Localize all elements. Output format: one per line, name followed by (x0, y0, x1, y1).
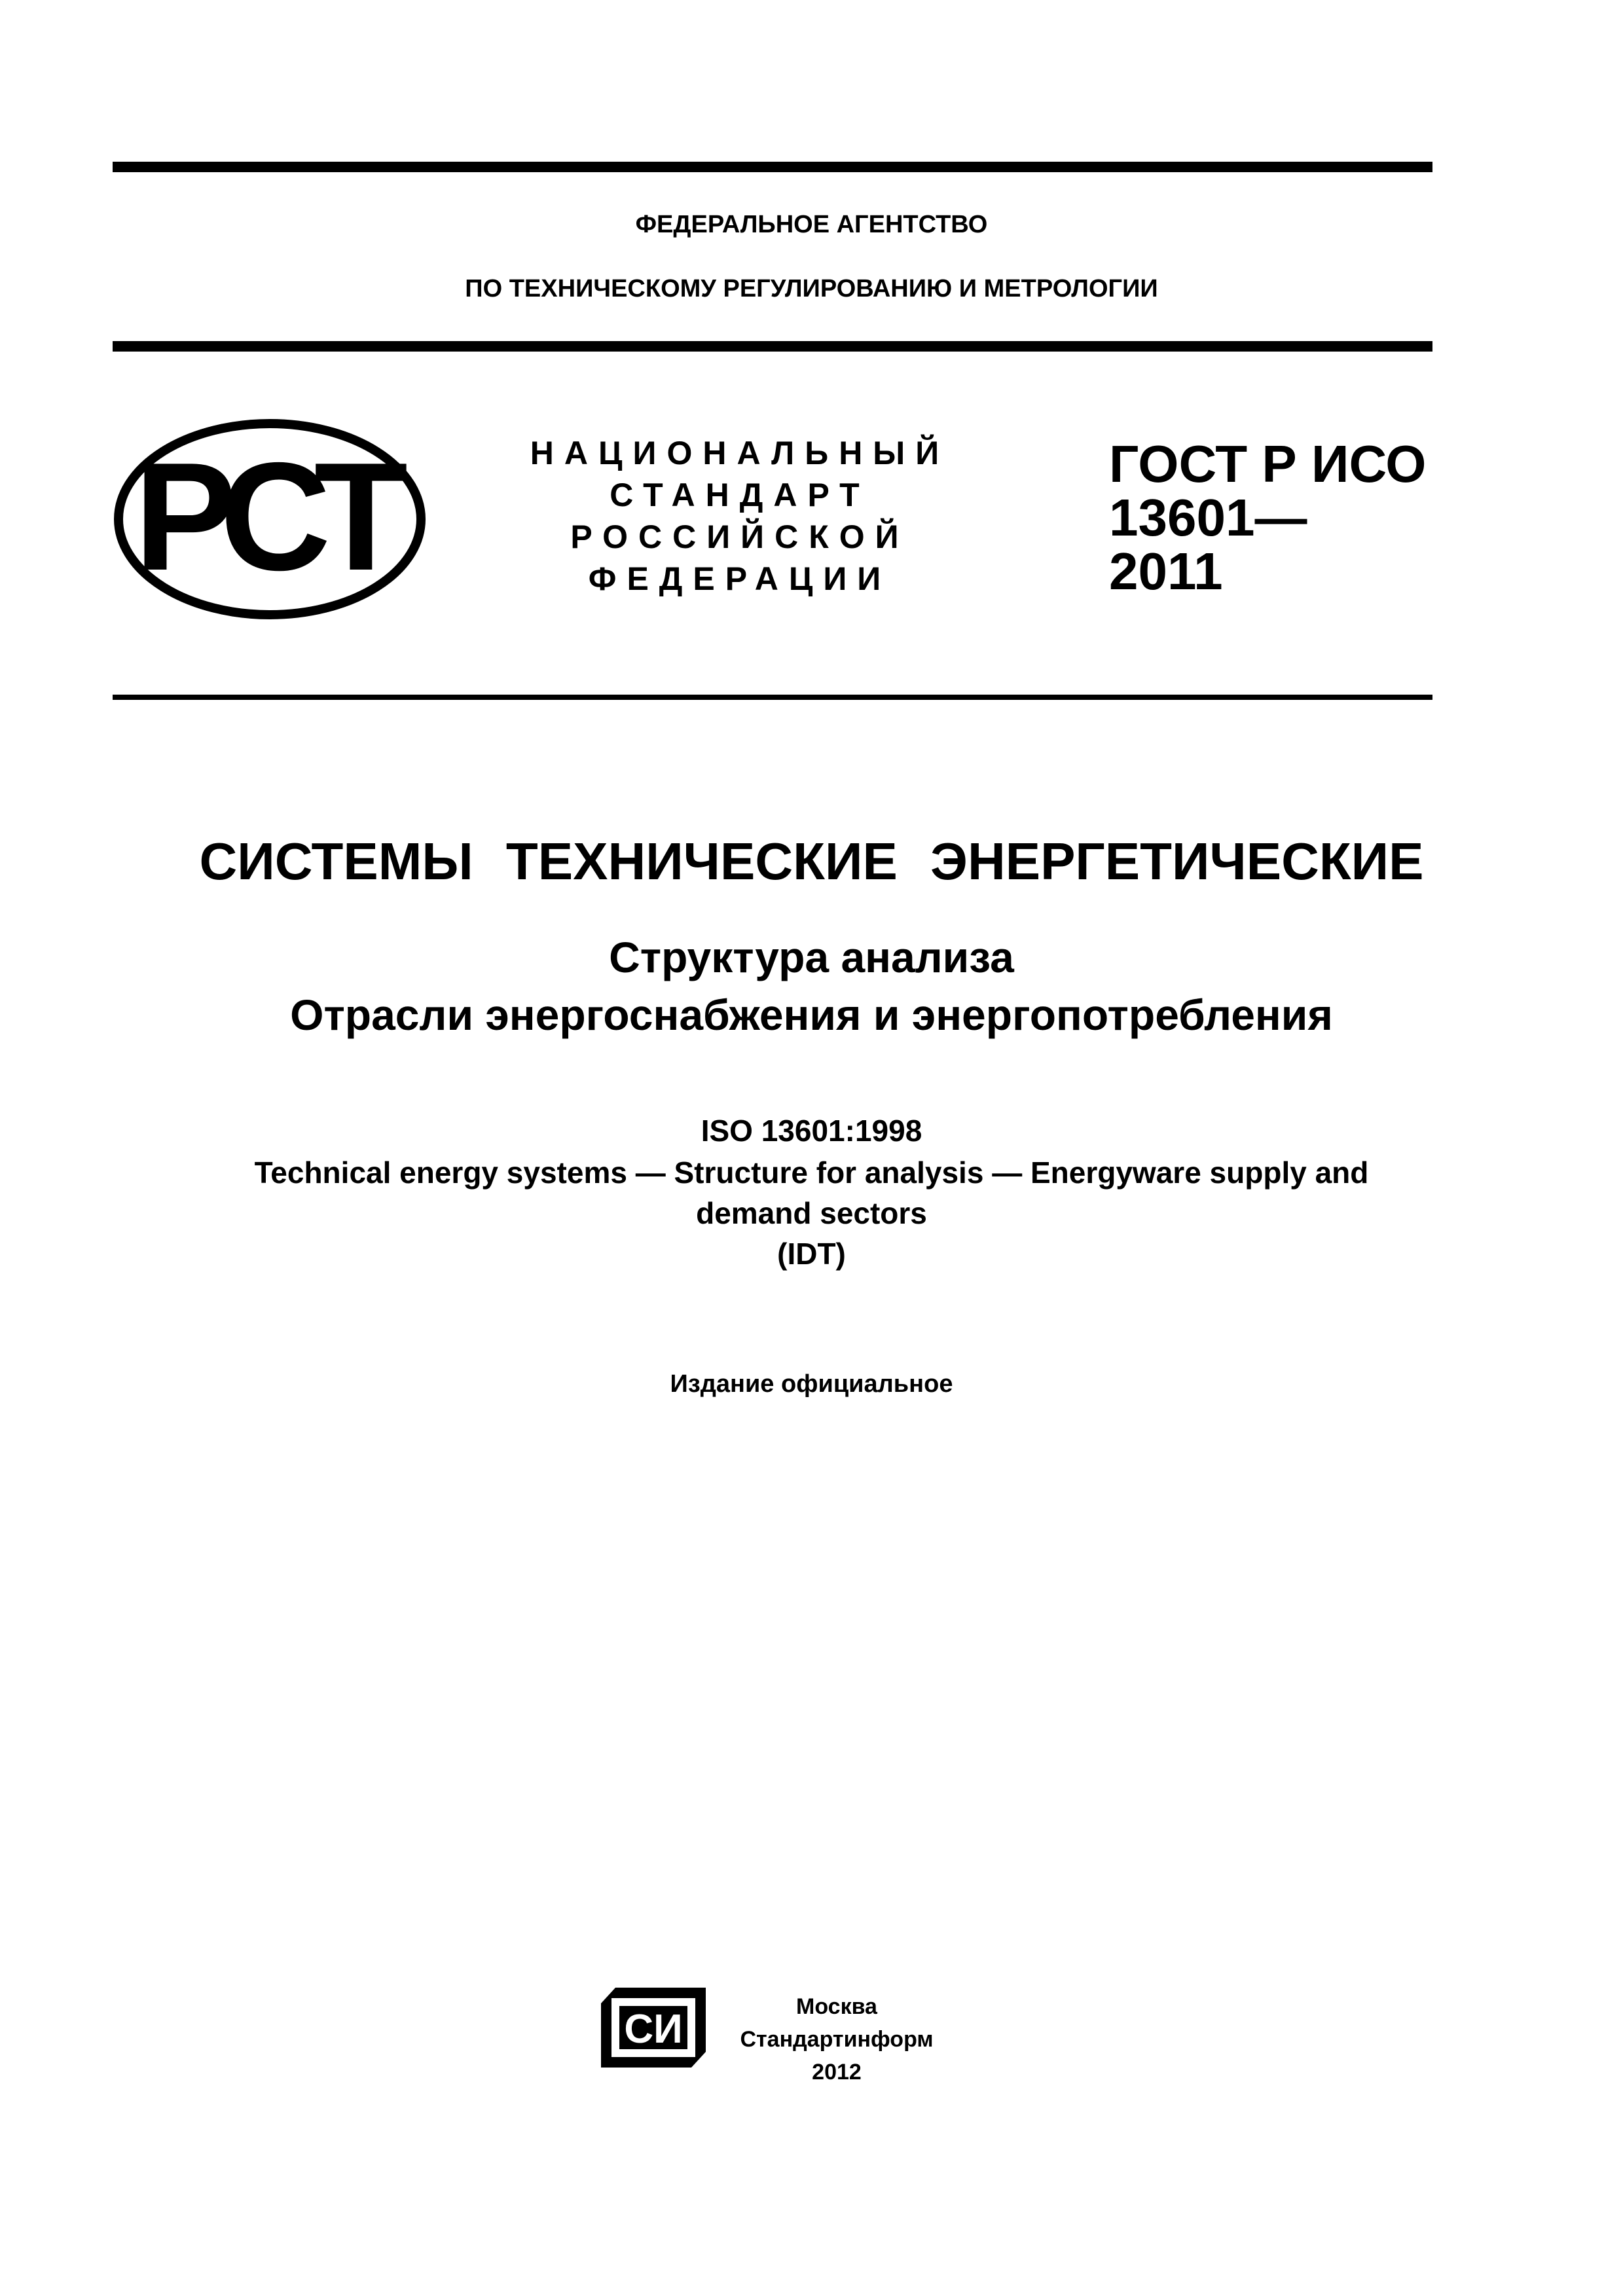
national-line-1: НАЦИОНАЛЬНЫЙ (530, 435, 950, 471)
top-rule (113, 162, 1432, 172)
national-line-2: СТАНДАРТ (610, 477, 870, 513)
publisher-city: Москва (796, 1994, 877, 2019)
iso-title-line-2: demand sectors (696, 1196, 927, 1230)
national-line-4: ФЕДЕРАЦИИ (588, 560, 892, 597)
standard-designation (1109, 437, 1427, 598)
publisher-name: Стандартинформ (740, 2027, 934, 2052)
document-subtitle-2: Отрасли энергоснабжения и энергопотребления (290, 991, 1333, 1039)
middle-rule (113, 341, 1432, 352)
designation-line-1: ГОСТ Р ИСО (1109, 435, 1427, 493)
document-subtitle-1: Структура анализа (609, 933, 1014, 981)
lower-rule (113, 695, 1432, 700)
iso-title-line-1: Technical energy systems — Structure for analysis — Energyware supply and (254, 1156, 1369, 1190)
designation-line-3: 2011 (1109, 542, 1223, 600)
national-standard-label (498, 432, 982, 600)
publisher-logo (601, 1988, 706, 2068)
publisher-year: 2012 (812, 2060, 862, 2085)
national-line-3: РОССИЙСКОЙ (570, 519, 909, 555)
document-title: СИСТЕМЫ ТЕХНИЧЕСКИЕ ЭНЕРГЕТИЧЕСКИЕ (199, 832, 1424, 890)
designation-line-2: 13601— (1109, 488, 1307, 547)
iso-equivalence-degree: (IDT) (777, 1237, 846, 1271)
gost-logo-letters: РСТ (134, 430, 395, 602)
publisher-logo-letters: СИ (624, 2007, 683, 2052)
edition-label: Издание официальное (670, 1370, 953, 1398)
agency-name-line-2: ПО ТЕХНИЧЕСКОМУ РЕГУЛИРОВАНИЮ И МЕТРОЛОГИИ (465, 275, 1158, 302)
publisher-info (719, 1990, 955, 2088)
iso-code: ISO 13601:1998 (701, 1114, 922, 1148)
agency-name-line-1: ФЕДЕРАЛЬНОЕ АГЕНТСТВО (635, 211, 988, 238)
gost-logo (113, 418, 427, 621)
